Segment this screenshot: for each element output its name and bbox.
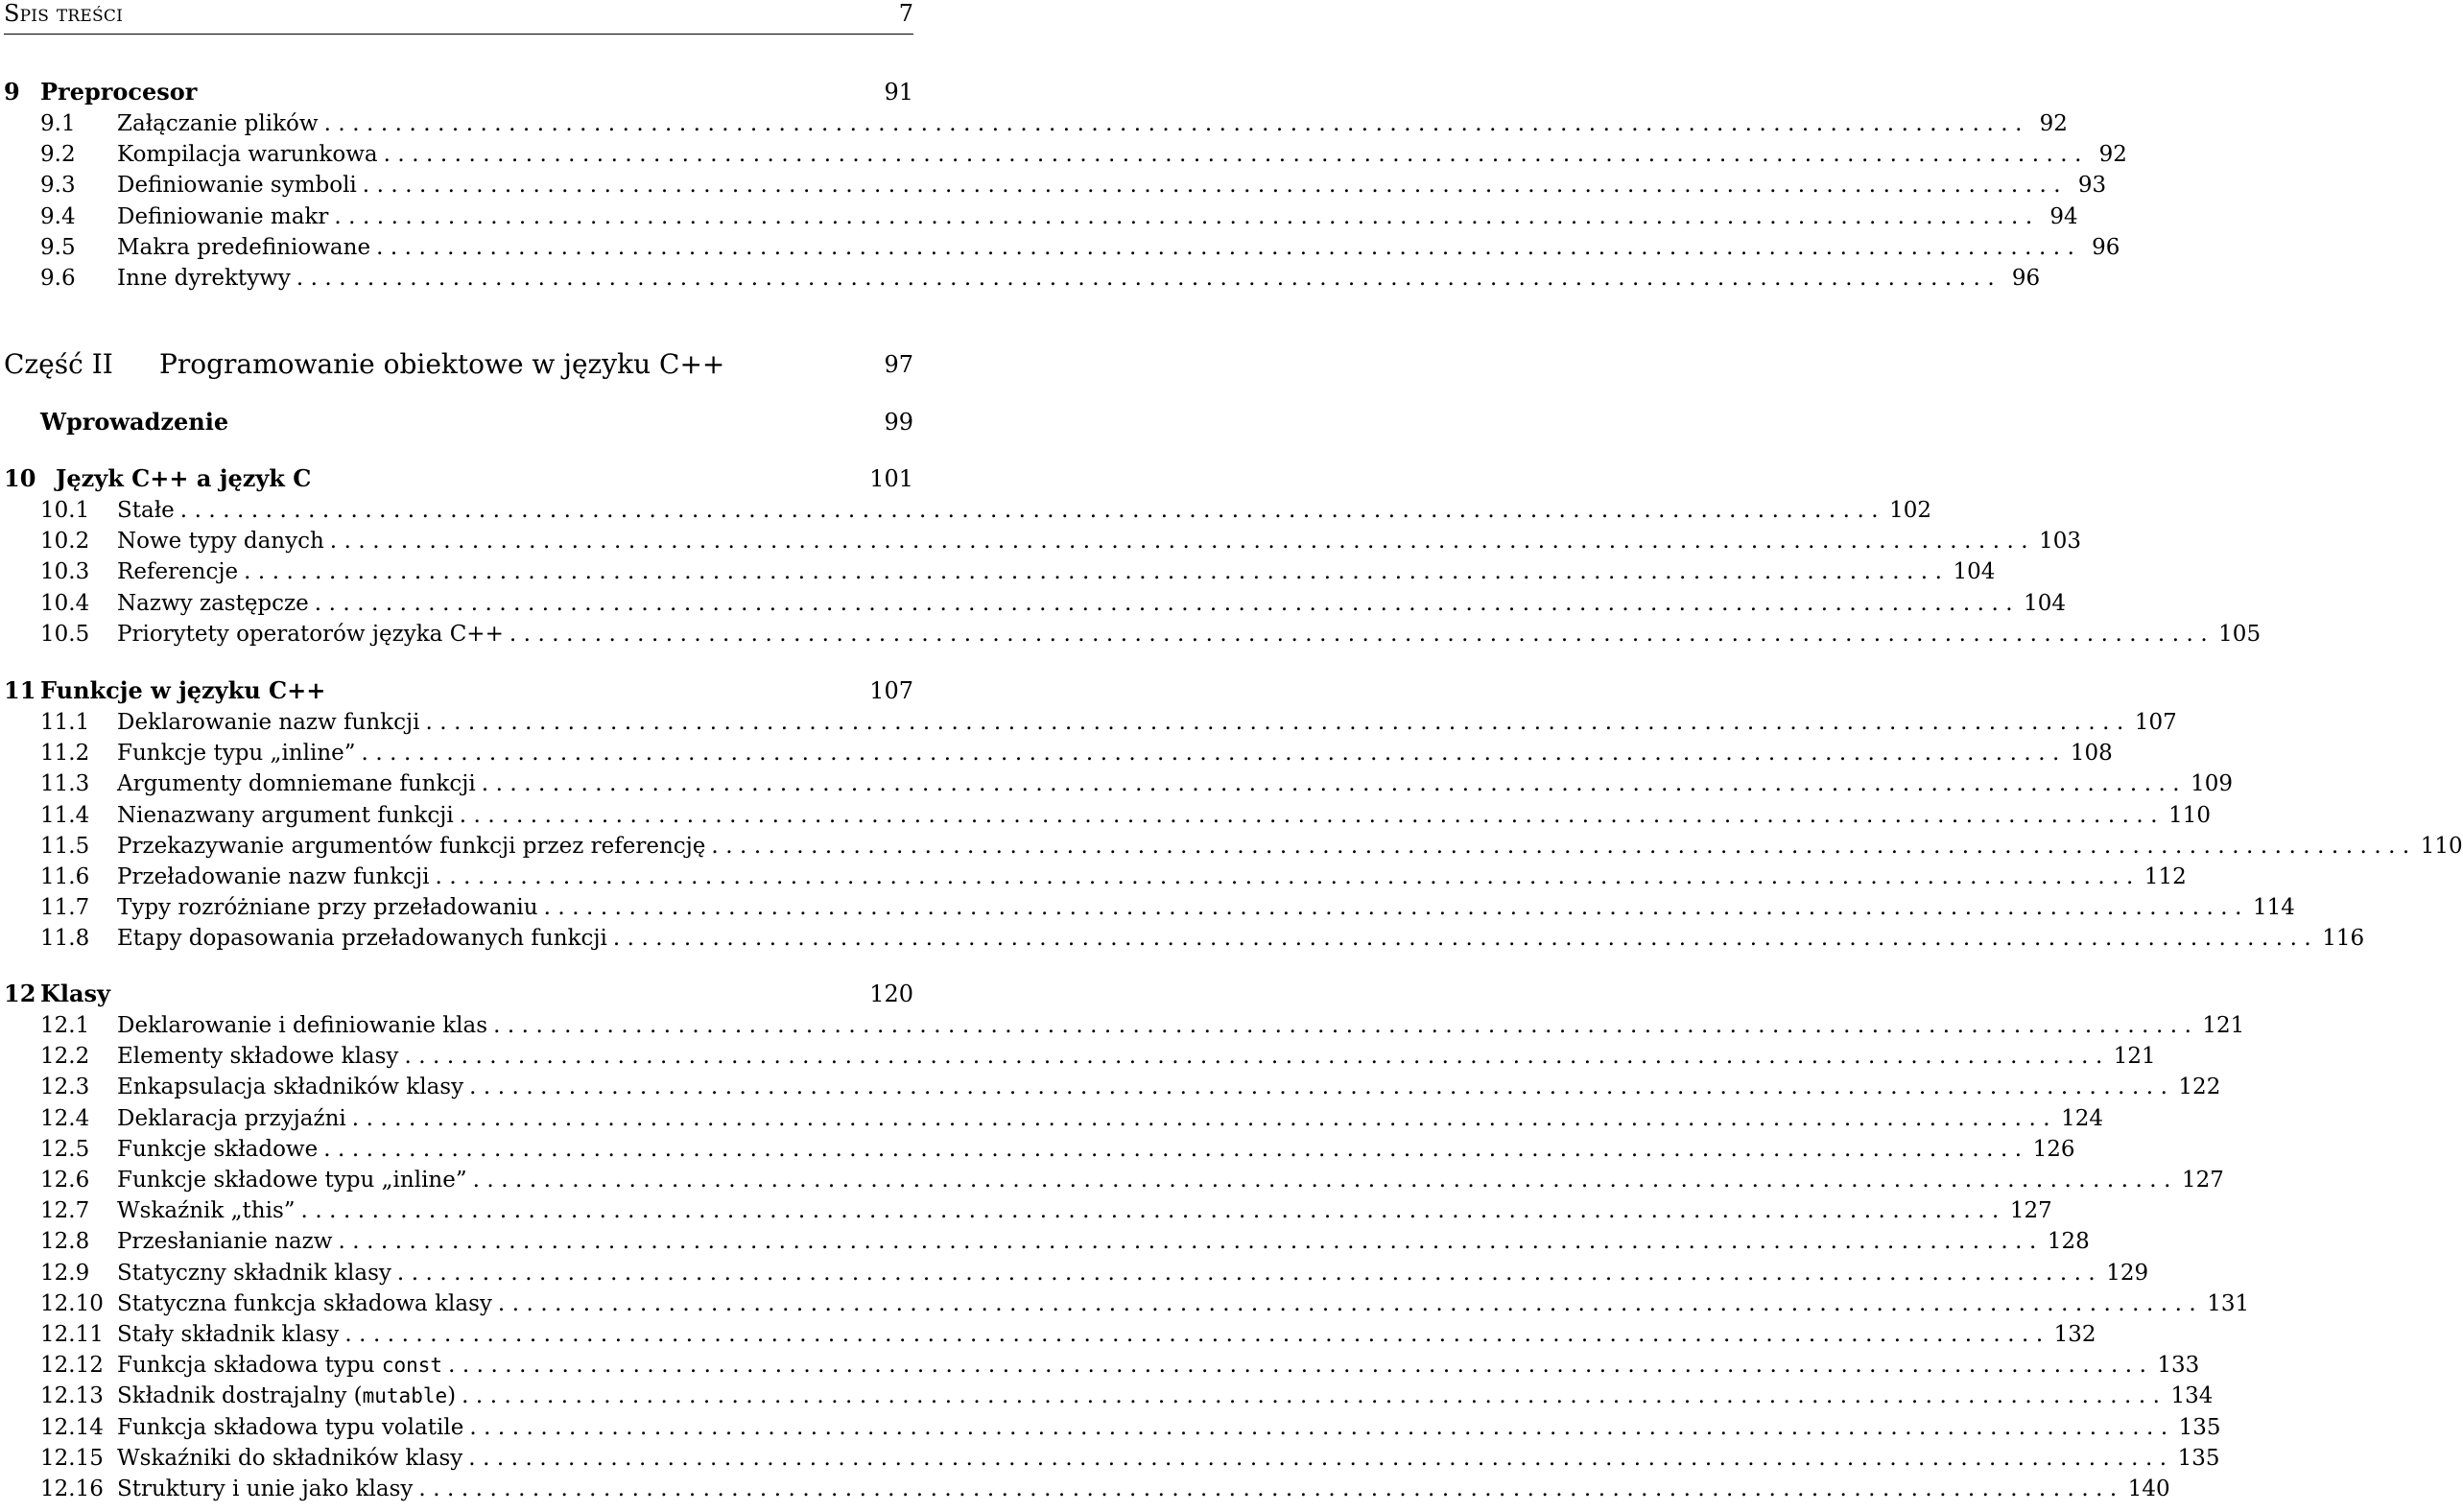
section-number: 9.2 [40, 142, 76, 168]
dot-leader: ........................................................................................................................ [425, 710, 2131, 735]
dot-leader: ........................................................................................................................ [418, 1477, 2124, 1501]
section-page: 135 [2177, 1445, 2220, 1471]
dot-leader: ........................................................................................................................ [244, 559, 1950, 585]
section-title-text: Statyczna funkcja składowa klasy [117, 1290, 492, 1316]
section-entry[interactable] [4, 831, 2463, 862]
section-page: 92 [2039, 111, 2068, 136]
section-page: 96 [2092, 234, 2120, 260]
section-page: 128 [2047, 1229, 2090, 1255]
section-entry[interactable] [4, 526, 2082, 556]
section-page: 114 [2252, 895, 2295, 921]
section-number: 12.6 [40, 1168, 90, 1193]
section-page: 110 [2168, 802, 2211, 828]
section-number: 11.3 [40, 771, 90, 797]
section-entry[interactable] [4, 232, 2120, 263]
section-title-text: Statyczny składnik klasy [117, 1260, 391, 1286]
section-page: 103 [2039, 529, 2082, 555]
section-line [117, 1103, 2103, 1134]
intro-title: Wprowadzenie [40, 408, 229, 436]
section-page: 94 [2049, 203, 2078, 229]
section-page: 102 [1889, 498, 1932, 523]
chapter-page: 107 [869, 677, 913, 704]
dot-leader: ........................................................................................................................ [497, 1290, 2204, 1316]
section-title [117, 1319, 344, 1350]
section-line [117, 588, 2067, 619]
chapter-entry[interactable] [4, 463, 913, 494]
section-line [117, 800, 2211, 831]
section-title [117, 923, 613, 954]
section-page: 110 [2420, 833, 2463, 859]
section-page: 129 [2106, 1260, 2149, 1286]
section-line [117, 1041, 2156, 1072]
section-line [117, 1474, 2170, 1504]
section-title-text: Nazwy zastępcze [117, 590, 309, 616]
section-title-text: Załączanie plików [117, 111, 319, 136]
chapter-number: 12 [4, 980, 36, 1007]
section-page: 126 [2032, 1136, 2075, 1162]
section-page: 127 [2181, 1168, 2224, 1193]
header-page-number: 7 [898, 0, 913, 27]
chapter-number: 10 [4, 464, 36, 492]
dot-leader: ........................................................................................................................ [296, 266, 2002, 291]
section-number: 12.7 [40, 1198, 90, 1224]
section-page: 121 [2113, 1044, 2156, 1070]
section-page: 140 [2127, 1477, 2170, 1501]
chapter-entry[interactable] [4, 979, 913, 1009]
part-entry[interactable] [4, 345, 913, 384]
section-title-text: Funkcja składowa typu volatile [117, 1414, 464, 1440]
section-title [117, 201, 334, 232]
section-entry[interactable] [4, 139, 2127, 170]
section-page: 109 [2191, 771, 2234, 797]
section-line [117, 1195, 2052, 1226]
section-number: 12.15 [40, 1445, 104, 1471]
section-entry[interactable] [4, 1258, 2149, 1288]
section-title [117, 1010, 493, 1041]
section-title-text: Funkcje składowe [117, 1136, 319, 1162]
dot-leader: ........................................................................................................................ [338, 1229, 2044, 1255]
dot-leader: ........................................................................................................................ [344, 1322, 2050, 1347]
section-entry[interactable] [4, 495, 1932, 526]
part-title: Programowanie obiektowe w języku C++ [159, 348, 725, 380]
section-title-text: Inne dyrektywy [117, 266, 291, 291]
section-line [117, 892, 2295, 923]
section-entry[interactable] [4, 1134, 2075, 1165]
section-title [117, 170, 363, 201]
section-title-text: Wskaźnik „this” [117, 1198, 296, 1224]
dot-leader: ........................................................................................................................ [711, 833, 2417, 859]
dot-leader: ........................................................................................................................ [300, 1198, 2006, 1224]
running-header [4, 0, 913, 31]
section-page: 135 [2178, 1414, 2221, 1440]
section-title [117, 831, 711, 862]
section-entry[interactable] [4, 1165, 2224, 1195]
section-entry[interactable] [4, 862, 2187, 892]
intro-page: 99 [884, 409, 913, 436]
section-title-code: mutable [362, 1384, 448, 1408]
section-line [117, 619, 2262, 650]
section-entry[interactable] [4, 1288, 2250, 1319]
section-page: 105 [2218, 621, 2262, 647]
section-title-text: Referencje [117, 559, 239, 585]
section-line [117, 738, 2113, 768]
section-entry[interactable] [4, 1319, 2096, 1350]
section-title [117, 1165, 473, 1195]
section-entry[interactable] [4, 201, 2078, 232]
section-line [117, 1288, 2250, 1319]
dot-leader: ........................................................................................................................ [376, 234, 2082, 260]
dot-leader: ........................................................................................................................ [383, 142, 2089, 168]
chapter-number: 11 [4, 676, 36, 704]
dot-leader: ........................................................................................................................ [362, 173, 2069, 199]
section-entry[interactable] [4, 1381, 2214, 1411]
dot-leader: ........................................................................................................................ [329, 529, 2036, 555]
section-title [117, 526, 330, 556]
running-title: Spis treści [4, 0, 123, 27]
dot-leader: ........................................................................................................................ [334, 203, 2040, 229]
section-title [117, 1350, 448, 1381]
section-page: 133 [2157, 1353, 2200, 1379]
section-title [117, 556, 244, 587]
section-number: 10.3 [40, 559, 90, 585]
section-page: 122 [2178, 1075, 2221, 1100]
section-title-text: Stały składnik klasy [117, 1322, 340, 1347]
section-entry[interactable] [4, 1072, 2221, 1102]
section-entry[interactable] [4, 263, 2041, 294]
dot-leader: ........................................................................................................................ [361, 741, 2067, 767]
section-page: 92 [2098, 142, 2127, 168]
chapter-entry[interactable] [4, 77, 913, 107]
section-title-code: const [381, 1354, 443, 1378]
dot-leader: ........................................................................................................................ [323, 1136, 2029, 1162]
section-number: 10.5 [40, 621, 90, 647]
section-page: 121 [2202, 1013, 2245, 1038]
section-number: 12.2 [40, 1044, 90, 1070]
section-title [117, 892, 544, 923]
section-title [117, 495, 180, 526]
section-line [117, 139, 2127, 170]
section-title [117, 1134, 323, 1165]
section-entry[interactable] [4, 1412, 2221, 1443]
section-line [117, 862, 2187, 892]
part-page: 97 [884, 351, 913, 378]
section-number: 9.5 [40, 234, 76, 260]
section-line [117, 170, 2107, 201]
section-line [117, 1443, 2220, 1474]
dot-leader: ........................................................................................................................ [612, 926, 2319, 952]
section-line [117, 1010, 2245, 1041]
section-page: 116 [2322, 926, 2365, 952]
dot-leader: ........................................................................................................................ [543, 895, 2249, 921]
section-number: 12.14 [40, 1414, 104, 1440]
dot-leader: ........................................................................................................................ [314, 590, 2021, 616]
dot-leader: ........................................................................................................................ [469, 1414, 2175, 1440]
section-page: 112 [2143, 864, 2187, 889]
section-title [117, 232, 376, 263]
section-number: 12.10 [40, 1290, 104, 1316]
dot-leader: ........................................................................................................................ [179, 498, 1886, 523]
section-number: 11.2 [40, 741, 90, 767]
section-entry[interactable] [4, 1103, 2103, 1134]
dot-leader: ........................................................................................................................ [323, 111, 2029, 136]
section-number: 12.4 [40, 1105, 90, 1131]
section-title-text: Wskaźniki do składników klasy [117, 1445, 463, 1471]
section-entry[interactable] [4, 738, 2113, 768]
section-title-text: Nienazwany argument funkcji [117, 802, 454, 828]
section-title [117, 588, 315, 619]
section-title-text: Składnik dostrajalny ( [117, 1383, 363, 1409]
part-label: Część II [4, 348, 113, 380]
section-title [117, 1443, 468, 1474]
section-title-text: Funkcje składowe typu „inline” [117, 1168, 467, 1193]
section-page: 127 [2009, 1198, 2052, 1224]
section-title [117, 707, 425, 738]
chapter-page: 101 [869, 465, 913, 492]
section-title-text: Deklaracja przyjaźni [117, 1105, 346, 1131]
section-entry[interactable] [4, 1195, 2052, 1226]
section-title-text: Makra predefiniowane [117, 234, 371, 260]
dot-leader: ........................................................................................................................ [435, 864, 2141, 889]
section-entry[interactable] [4, 170, 2107, 201]
section-title-text: Funkcja składowa typu [117, 1353, 382, 1379]
section-title-suffix: ) [447, 1383, 457, 1409]
section-entry[interactable] [4, 768, 2234, 799]
section-number: 11.6 [40, 864, 90, 889]
section-line [117, 1226, 2090, 1257]
section-title-text: Definiowanie makr [117, 203, 329, 229]
chapter-entry[interactable] [4, 675, 913, 706]
dot-leader: ........................................................................................................................ [481, 771, 2188, 797]
section-page: 104 [1953, 559, 1996, 585]
section-entry[interactable] [4, 1443, 2220, 1474]
section-entry[interactable] [4, 1041, 2156, 1072]
section-title-text: Funkcje typu „inline” [117, 741, 356, 767]
section-page: 131 [2207, 1290, 2250, 1316]
section-title [117, 1041, 404, 1072]
section-title [117, 800, 460, 831]
section-line [117, 1258, 2149, 1288]
section-title [117, 263, 296, 294]
section-title [117, 1258, 397, 1288]
section-number: 12.5 [40, 1136, 90, 1162]
section-number: 9.6 [40, 266, 76, 291]
section-title [117, 768, 482, 799]
section-line [117, 232, 2120, 263]
section-line [117, 556, 1996, 587]
section-number: 12.8 [40, 1229, 90, 1255]
section-title [117, 1412, 469, 1443]
section-entry[interactable] [4, 923, 2365, 954]
section-entry[interactable] [4, 588, 2067, 619]
section-title [117, 619, 509, 650]
section-page: 93 [2077, 173, 2107, 199]
section-number: 11.4 [40, 802, 90, 828]
section-title [117, 1288, 498, 1319]
section-number: 12.1 [40, 1013, 90, 1038]
chapter-page: 120 [869, 980, 913, 1007]
section-number: 11.1 [40, 710, 90, 735]
section-title-text: Struktury i unie jako klasy [117, 1477, 414, 1501]
section-entry[interactable] [4, 1474, 2170, 1504]
section-title [117, 1381, 462, 1411]
section-entry[interactable] [4, 892, 2295, 923]
dot-leader: ........................................................................................................................ [459, 802, 2166, 828]
section-title [117, 108, 324, 139]
section-title-text: Definiowanie symboli [117, 173, 357, 199]
section-title [117, 862, 436, 892]
section-number: 11.5 [40, 833, 90, 859]
section-page: 96 [2011, 266, 2041, 291]
section-line [117, 1412, 2221, 1443]
section-line [117, 1134, 2075, 1165]
chapter-title: Funkcje w języku C++ [40, 676, 326, 704]
section-title [117, 1474, 418, 1504]
section-title-text: Elementy składowe klasy [117, 1044, 399, 1070]
section-line [117, 108, 2068, 139]
dot-leader: ........................................................................................................................ [509, 621, 2215, 647]
section-entry[interactable] [4, 556, 1996, 587]
section-title-text: Kompilacja warunkowa [117, 142, 378, 168]
section-number: 10.4 [40, 590, 90, 616]
section-line [117, 1319, 2096, 1350]
section-title-text: Etapy dopasowania przeładowanych funkcji [117, 926, 607, 952]
section-number: 12.13 [40, 1383, 104, 1409]
section-entry[interactable] [4, 619, 2262, 650]
section-line [117, 1072, 2221, 1102]
dot-leader: ........................................................................................................................ [448, 1353, 2154, 1379]
chapter-title: Język C++ a język C [56, 464, 312, 492]
dot-leader: ........................................................................................................................ [469, 1075, 2175, 1100]
section-number: 9.4 [40, 203, 76, 229]
section-entry[interactable] [4, 800, 2211, 831]
section-line [117, 526, 2082, 556]
chapter-number: 9 [4, 78, 20, 106]
section-page: 124 [2061, 1105, 2103, 1131]
section-number: 10.2 [40, 529, 90, 555]
section-title [117, 1103, 352, 1134]
section-entry[interactable] [4, 707, 2177, 738]
section-page: 107 [2134, 710, 2177, 735]
dot-leader: ........................................................................................................................ [404, 1044, 2110, 1070]
section-entry[interactable] [4, 108, 2068, 139]
section-line [117, 1350, 2200, 1381]
section-title-text: Typy rozróżniane przy przeładowaniu [117, 895, 538, 921]
section-line [117, 201, 2078, 232]
section-number: 9.3 [40, 173, 76, 199]
section-title-text: Nowe typy danych [117, 529, 324, 555]
section-page: 108 [2070, 741, 2113, 767]
section-entry[interactable] [4, 1226, 2090, 1257]
section-entry[interactable] [4, 1010, 2245, 1041]
section-line [117, 768, 2234, 799]
section-number: 12.11 [40, 1322, 104, 1347]
section-title [117, 1226, 338, 1257]
chapter-title: Preprocesor [40, 78, 198, 106]
dot-leader: ........................................................................................................................ [351, 1105, 2058, 1131]
section-title-text: Przeładowanie nazw funkcji [117, 864, 430, 889]
section-title-text: Przesłanianie nazw [117, 1229, 333, 1255]
section-page: 104 [2024, 590, 2067, 616]
section-title-text: Priorytety operatorów języka C++ [117, 621, 504, 647]
dot-leader: ........................................................................................................................ [472, 1168, 2178, 1193]
dot-leader: ........................................................................................................................ [493, 1013, 2199, 1038]
section-line [117, 831, 2463, 862]
section-line [117, 1381, 2214, 1411]
dot-leader: ........................................................................................................................ [468, 1445, 2174, 1471]
section-number: 12.16 [40, 1477, 104, 1501]
section-number: 12.9 [40, 1260, 90, 1286]
section-title [117, 1195, 301, 1226]
intro-entry[interactable] [4, 407, 913, 437]
section-number: 12.12 [40, 1353, 104, 1379]
chapter-page: 91 [884, 79, 913, 106]
section-line [117, 1165, 2224, 1195]
dot-leader: ........................................................................................................................ [396, 1260, 2103, 1286]
section-number: 12.3 [40, 1075, 90, 1100]
section-line [117, 495, 1932, 526]
dot-leader: ........................................................................................................................ [462, 1383, 2167, 1409]
header-rule [4, 34, 913, 35]
section-title-text: Argumenty domniemane funkcji [117, 771, 476, 797]
section-title-text: Przekazywanie argumentów funkcji przez referencję [117, 833, 706, 859]
section-number: 10.1 [40, 498, 90, 523]
section-title [117, 738, 362, 768]
section-number: 9.1 [40, 111, 76, 136]
section-title-text: Deklarowanie i definiowanie klas [117, 1013, 488, 1038]
section-entry[interactable] [4, 1350, 2200, 1381]
section-line [117, 707, 2177, 738]
chapter-title: Klasy [40, 980, 110, 1007]
section-title [117, 1072, 469, 1102]
section-line [117, 263, 2041, 294]
section-title-text: Stałe [117, 498, 175, 523]
section-page: 132 [2053, 1322, 2096, 1347]
section-page: 134 [2170, 1383, 2214, 1409]
section-number: 11.8 [40, 926, 90, 952]
section-title-text: Deklarowanie nazw funkcji [117, 710, 420, 735]
section-title-text: Enkapsulacja składników klasy [117, 1075, 464, 1100]
section-number: 11.7 [40, 895, 90, 921]
section-title [117, 139, 384, 170]
section-line [117, 923, 2365, 954]
